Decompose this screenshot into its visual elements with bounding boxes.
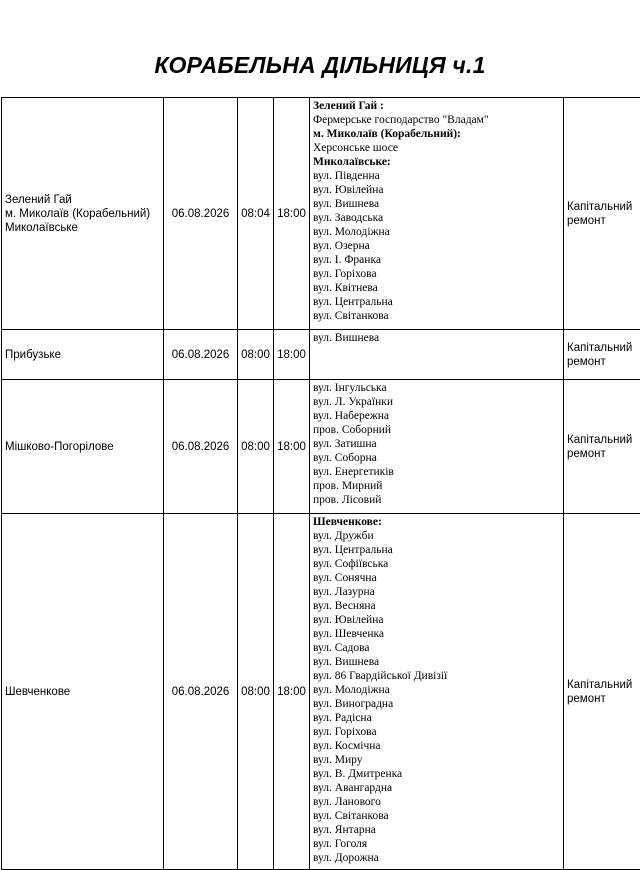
- street-line: вул. Молодіжна: [313, 225, 560, 239]
- streets-cell: [310, 330, 564, 380]
- street-line: вул. Енергетиків: [313, 465, 560, 479]
- street-line: вул. Гоголя: [313, 837, 560, 851]
- end-time-cell: 18:00: [274, 98, 310, 330]
- street-line: вул. Софіївська: [313, 557, 560, 571]
- settlement-line: Зелений Гай: [5, 193, 160, 207]
- street-line: вул. Квітнева: [313, 281, 560, 295]
- settlement-line: Шевченкове: [5, 685, 160, 699]
- street-line: вул. Затишна: [313, 437, 560, 451]
- date-cell: 06.08.2026: [164, 98, 238, 330]
- street-line: вул. Дружби: [313, 529, 560, 543]
- street-line: вул. Набережна: [313, 409, 560, 423]
- work-type-line: Капітальний: [567, 341, 638, 355]
- streets-cell: [310, 514, 564, 870]
- street-line: вул. Світанкова: [313, 809, 560, 823]
- locality-heading: Миколаївське:: [313, 155, 560, 169]
- street-line: вул. Вишнева: [313, 197, 560, 211]
- work-type-cell: [564, 98, 640, 330]
- street-line: вул. Соборна: [313, 451, 560, 465]
- street-line: вул. Ювілейна: [313, 183, 560, 197]
- street-line: вул. Південна: [313, 169, 560, 183]
- street-line: вул. Горіхова: [313, 725, 560, 739]
- street-line: вул. Миру: [313, 753, 560, 767]
- settlement-cell: [2, 330, 164, 380]
- streets-cell: [310, 380, 564, 514]
- date-cell: 06.08.2026: [164, 330, 238, 380]
- street-line: вул. Весняна: [313, 599, 560, 613]
- street-line: вул. Дорожна: [313, 851, 560, 865]
- settlement-line: Прибузьке: [5, 348, 160, 362]
- outage-schedule-table: [1, 97, 640, 870]
- street-line: вул. В. Дмитренка: [313, 767, 560, 781]
- street-line: вул. Ювілейна: [313, 613, 560, 627]
- work-type-line: ремонт: [567, 214, 638, 228]
- page-title: КОРАБЕЛЬНА ДІЛЬНИЦЯ ч.1: [0, 52, 640, 79]
- settlement-line: м. Миколаїв (Корабельний): [5, 207, 160, 221]
- street-line: вул. Авангардна: [313, 781, 560, 795]
- date-cell: 06.08.2026: [164, 380, 238, 514]
- work-type-cell: [564, 514, 640, 870]
- street-line: вул. Світанкова: [313, 309, 560, 323]
- street-line: вул. 86 Гвардійської Дивізії: [313, 669, 560, 683]
- work-type-line: ремонт: [567, 355, 638, 369]
- street-line: вул. Лазурна: [313, 585, 560, 599]
- street-line: вул. Горіхова: [313, 267, 560, 281]
- street-line: вул. Вишнева: [313, 655, 560, 669]
- street-line: вул. Центральна: [313, 543, 560, 557]
- start-time-cell: 08:00: [238, 380, 274, 514]
- locality-heading: м. Миколаїв (Корабельний):: [313, 127, 560, 141]
- start-time-cell: 08:00: [238, 514, 274, 870]
- work-type-cell: [564, 330, 640, 380]
- table-body: [2, 98, 640, 870]
- street-line: вул. Сонячна: [313, 571, 560, 585]
- work-type-line: ремонт: [567, 692, 638, 706]
- work-type-line: ремонт: [567, 447, 638, 461]
- settlement-cell: [2, 98, 164, 330]
- settlement-line: Мішково-Погорілове: [5, 440, 160, 454]
- street-line: вул. І. Франка: [313, 253, 560, 267]
- street-line: вул. Озерна: [313, 239, 560, 253]
- street-line: вул. Ланового: [313, 795, 560, 809]
- street-line: вул. Вишнева: [313, 331, 560, 345]
- street-line: пров. Лісовий: [313, 493, 560, 507]
- street-line: вул. Космічна: [313, 739, 560, 753]
- work-type-line: Капітальний: [567, 200, 638, 214]
- street-line: пров. Соборний: [313, 423, 560, 437]
- settlement-cell: [2, 380, 164, 514]
- street-line: вул. Янтарна: [313, 823, 560, 837]
- street-line: Херсонське шосе: [313, 141, 560, 155]
- street-line: вул. Інгульська: [313, 381, 560, 395]
- work-type-line: Капітальний: [567, 433, 638, 447]
- end-time-cell: 18:00: [274, 380, 310, 514]
- street-line: вул. Л. Українки: [313, 395, 560, 409]
- work-type-cell: [564, 380, 640, 514]
- start-time-cell: 08:00: [238, 330, 274, 380]
- end-time-cell: 18:00: [274, 514, 310, 870]
- start-time-cell: 08:04: [238, 98, 274, 330]
- settlement-cell: [2, 514, 164, 870]
- locality-heading: Шевченкове:: [313, 515, 560, 529]
- streets-cell: [310, 98, 564, 330]
- street-line: вул. Виноградна: [313, 697, 560, 711]
- street-line: Фермерське господарство "Владам": [313, 113, 560, 127]
- street-line: пров. Мирний: [313, 479, 560, 493]
- street-line: вул. Центральна: [313, 295, 560, 309]
- street-line: вул. Заводська: [313, 211, 560, 225]
- street-line: вул. Шевченка: [313, 627, 560, 641]
- work-type-line: Капітальний: [567, 678, 638, 692]
- table-row: [2, 380, 640, 514]
- locality-heading: Зелений Гай :: [313, 99, 560, 113]
- street-line: вул. Садова: [313, 641, 560, 655]
- settlement-line: Миколаївське: [5, 221, 160, 235]
- date-cell: 06.08.2026: [164, 514, 238, 870]
- table-row: [2, 330, 640, 380]
- end-time-cell: 18:00: [274, 330, 310, 380]
- street-line: вул. Радісна: [313, 711, 560, 725]
- table-row: [2, 514, 640, 870]
- table-row: [2, 98, 640, 330]
- street-line: вул. Молодіжна: [313, 683, 560, 697]
